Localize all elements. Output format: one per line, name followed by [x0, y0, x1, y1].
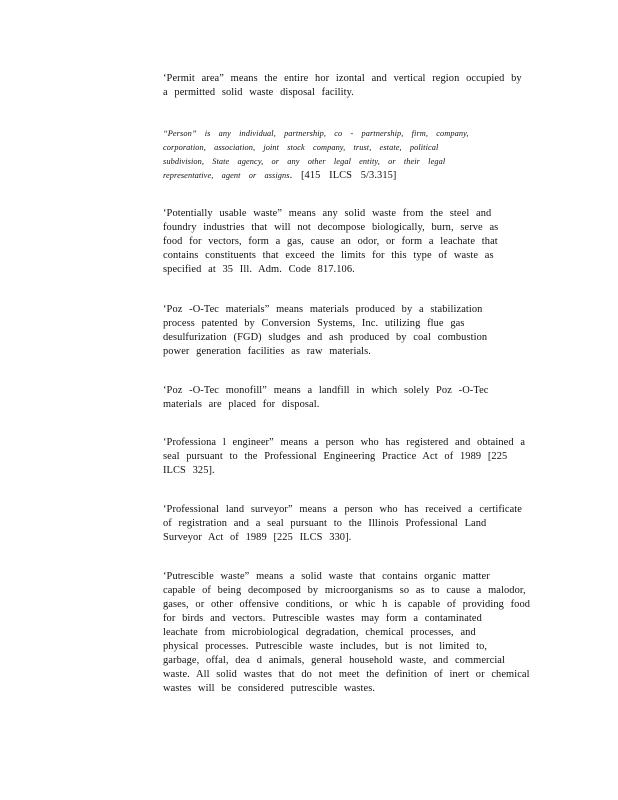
text-line: process patented by Conversion Systems, Inc. utilizing flue gas [163, 318, 465, 329]
text-line: ‘Potentially usable waste” means any solid waste from the steel and [163, 208, 492, 219]
text-segment: representative, agent or assigns [163, 171, 290, 180]
definition-professional-engineer [163, 436, 526, 478]
text-line: Surveyor Act of 1989 [225 ILCS 330]. [163, 532, 352, 543]
text-line: physical processes. Putrescible waste includes, but is not limited to, [163, 641, 488, 652]
text-line [163, 169, 523, 183]
text-line: ‘Poz -O-Tec monofill” means a landfill in which solely Poz -O-Tec [163, 385, 489, 396]
text-line: capable of being decomposed by microorganisms so as to cause a malodor, [163, 585, 526, 596]
text-line: seal pursuant to the Professional Engineering Practice Act of 1989 [225 [163, 451, 508, 462]
text-line: ‘Poz -O-Tec materials” means materials produced by a stabilization [163, 304, 483, 315]
text-line: power generation facilities as raw materials. [163, 346, 371, 357]
definition-poz-o-tec-materials [163, 303, 523, 359]
definition-permit-area [163, 72, 523, 100]
definition-person [163, 127, 523, 183]
text-line: specified at 35 Ill. Adm. Code 817.106. [163, 264, 355, 275]
text-line: of registration and a seal pursuant to the Illinois Professional Land [163, 518, 487, 529]
text-line: for birds and vectors. Putrescible wastes may form a contaminated [163, 613, 482, 624]
text-line: gases, or other offensive conditions, or whic h is capable of providing food [163, 599, 531, 610]
text-line: leachate from microbiological degradation, chemical processes, and [163, 627, 476, 638]
text-line: ‘Permit area” means the entire hor izontal and vertical region occupied by [163, 73, 522, 84]
text-line: a permitted solid waste disposal facility. [163, 87, 354, 98]
definition-putrescible-waste [163, 570, 531, 696]
text-line: food for vectors, form a gas, cause an odor, or form a leachate that [163, 236, 498, 247]
definition-potentially-usable-waste [163, 207, 523, 277]
text-line: waste. All solid wastes that do not meet the definition of inert or chemical [163, 669, 530, 680]
text-line: desulfurization (FGD) sludges and ash produced by coal combustion [163, 332, 488, 343]
text-line: corporation, association, joint stock company, trust, estate, political [163, 143, 439, 152]
text-line: garbage, offal, dea d animals, general household waste, and commercial [163, 655, 505, 666]
text-line: “Person” is any individual, partnership, co - partnership, firm, company, [163, 129, 469, 138]
text-line: materials are placed for disposal. [163, 399, 320, 410]
text-line: wastes will be considered putrescible wastes. [163, 683, 376, 694]
text-line: contains constituents that exceed the limits for this type of waste as [163, 250, 494, 261]
text-line: foundry industries that will not decompose biologically, burn, serve as [163, 222, 499, 233]
definition-poz-o-tec-monofill [163, 384, 523, 412]
text-line: ‘Professional land surveyor” means a person who has received a certificate [163, 504, 522, 515]
text-line: ‘Putrescible waste” means a solid waste that contains organic matter [163, 571, 490, 582]
text-line: subdivision, State agency, or any other legal entity, or their legal [163, 157, 446, 166]
text-line: ‘Professiona l engineer” means a person who has registered and obtained a [163, 437, 526, 448]
citation-text: . [415 ILCS 5/3.315] [289, 170, 397, 181]
text-line: ILCS 325]. [163, 465, 215, 476]
definition-professional-land-surveyor [163, 503, 523, 545]
